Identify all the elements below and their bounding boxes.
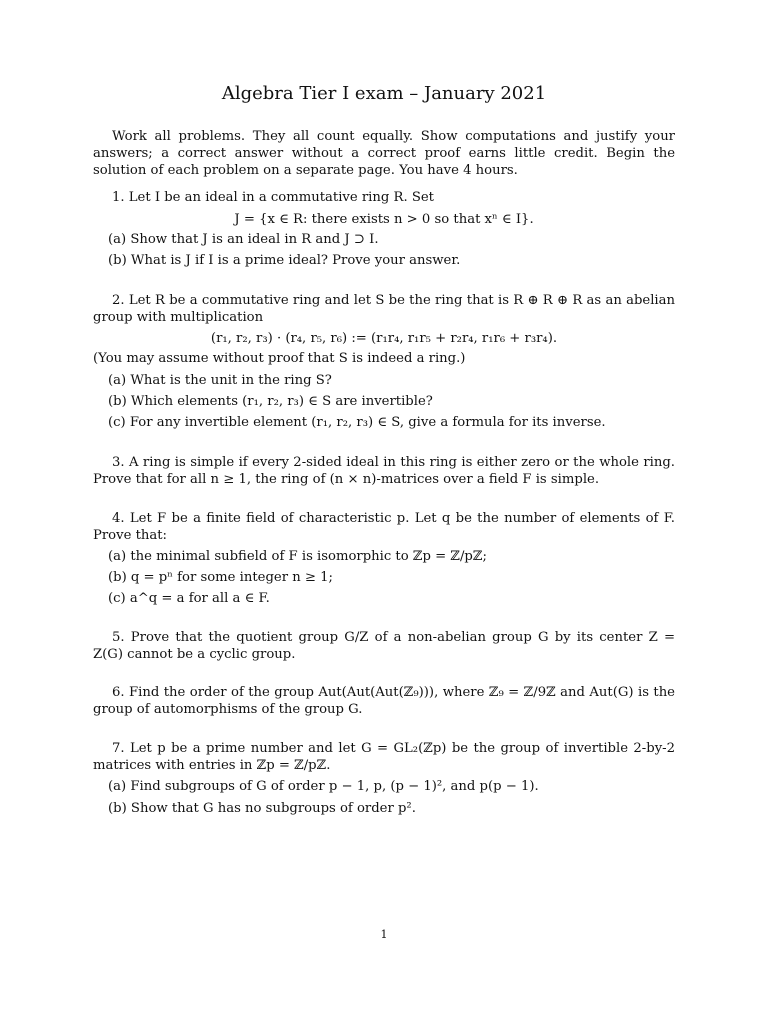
problem-1-equation: J = {x ∈ R: there exists n > 0 so that xⁿ ∈ I}. bbox=[234, 212, 534, 227]
problem-4-text: 4. Let F be a finite field of characteristic p. Let q be the number of elements of F. Prove that: bbox=[93, 511, 675, 543]
problem-6-text: 6. Find the order of the group Aut(Aut(Aut(ℤ₉))), where ℤ₉ = ℤ/9ℤ and Aut(G) is the group of automorphisms of the group G. bbox=[93, 685, 675, 717]
problem-3-text: 3. A ring is simple if every 2-sided ideal in this ring is either zero or the whole ring. Prove that for all n ≥ 1, the ring of (n × n)-matrices over a field F is simple. bbox=[93, 455, 675, 487]
problem-7-part-a: (a) Find subgroups of G of order p − 1, p, (p − 1)², and p(p − 1). bbox=[108, 779, 539, 794]
problem-1-text: 1. Let I be an ideal in a commutative ring R. Set bbox=[112, 190, 434, 205]
problem-2-part-c: (c) For any invertible element (r₁, r₂, r₃) ∈ S, give a formula for its inverse. bbox=[108, 415, 606, 430]
problem-7-text: 7. Let p be a prime number and let G = GL₂(ℤp) be the group of invertible 2-by-2 matrices with entries in ℤp = ℤ/pℤ. bbox=[93, 741, 675, 773]
problem-2-text: 2. Let R be a commutative ring and let S be the ring that is R ⊕ R ⊕ R as an abelian group with multiplication bbox=[93, 293, 675, 325]
problem-2-part-b: (b) Which elements (r₁, r₂, r₃) ∈ S are invertible? bbox=[108, 394, 433, 409]
problem-5-text: 5. Prove that the quotient group G/Z of a non-abelian group G by its center Z = Z(G) cannot be a cyclic group. bbox=[93, 630, 675, 662]
problem-2-part-a: (a) What is the unit in the ring S? bbox=[108, 373, 332, 388]
page-number: 1 bbox=[380, 928, 388, 941]
exam-title: Algebra Tier I exam – January 2021 bbox=[221, 83, 547, 104]
problem-1-part-a: (a) Show that J is an ideal in R and J ⊃ I. bbox=[108, 232, 379, 247]
instructions: Work all problems. They all count equally. Show computations and justify your answers; a correct answer without a correct proof earns little credit. Begin the solution of each problem on a separate page. You have 4 hours. bbox=[93, 129, 675, 178]
problem-1-part-b: (b) What is J if I is a prime ideal? Prove your answer. bbox=[108, 253, 461, 268]
problem-4-part-b: (b) q = pⁿ for some integer n ≥ 1; bbox=[108, 570, 333, 585]
problem-7-part-b: (b) Show that G has no subgroups of order p². bbox=[108, 801, 416, 816]
problem-4-part-a: (a) the minimal subfield of F is isomorphic to ℤp = ℤ/pℤ; bbox=[108, 549, 487, 564]
problem-2-note: (You may assume without proof that S is indeed a ring.) bbox=[93, 351, 466, 366]
problem-2-equation: (r₁, r₂, r₃) · (r₄, r₅, r₆) := (r₁r₄, r₁r₅ + r₂r₄, r₁r₆ + r₃r₄). bbox=[210, 331, 558, 346]
problem-4-part-c: (c) a^q = a for all a ∈ F. bbox=[108, 591, 270, 606]
